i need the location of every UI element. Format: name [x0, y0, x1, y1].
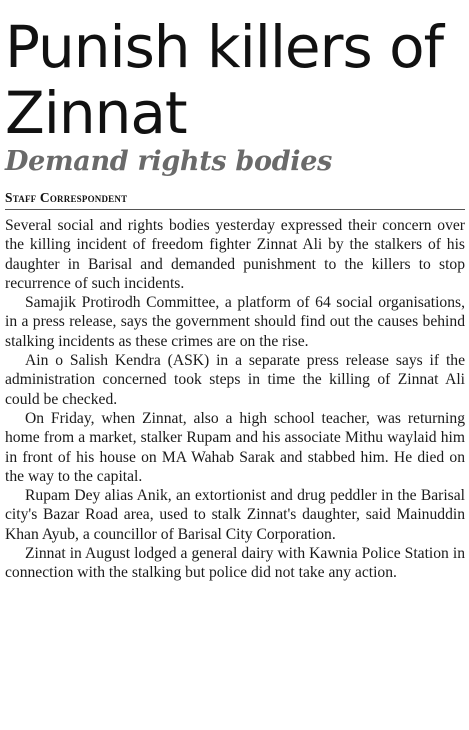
subheadline: Demand rights bodies: [5, 146, 333, 177]
paragraph: Several social and rights bodies yesterday expressed their concern over the killing incident of freedom fighter Zinnat Ali by the stalkers of his daughter in Barisal and demanded punishment to the killers to stop recurrence of such incidents.: [5, 217, 465, 292]
article-body: [5, 216, 465, 583]
paragraph: Rupam Dey alias Anik, an extortionist and drug peddler in the Barisal city's Bazar Road area, used to stalk Zinnat's daughter, said Mainuddin Khan Ayub, a councillor of Barisal City Corporation.: [5, 487, 465, 543]
byline: Staff Correspondent: [5, 190, 465, 210]
news-article: [5, 0, 465, 583]
paragraph: Ain o Salish Kendra (ASK) in a separate press release says if the administration concerned took steps in time the killing of Zinnat Ali could be checked.: [5, 352, 465, 408]
headline: Punish killers of Zinnat: [5, 13, 444, 147]
paragraph: On Friday, when Zinnat, also a high school teacher, was returning home from a market, stalker Rupam and his associate Mithu waylaid him in front of his house on MA Wahab Sarak and stabbed him. He died on the way to the capital.: [5, 409, 465, 485]
paragraph: Samajik Protirodh Committee, a platform of 64 social organisations, in a press release, says the government should find out the causes behind stalking incidents as these crimes are on the rise.: [5, 294, 465, 350]
paragraph: Zinnat in August lodged a general dairy with Kawnia Police Station in connection with the stalking but police did not take any action.: [5, 545, 465, 582]
